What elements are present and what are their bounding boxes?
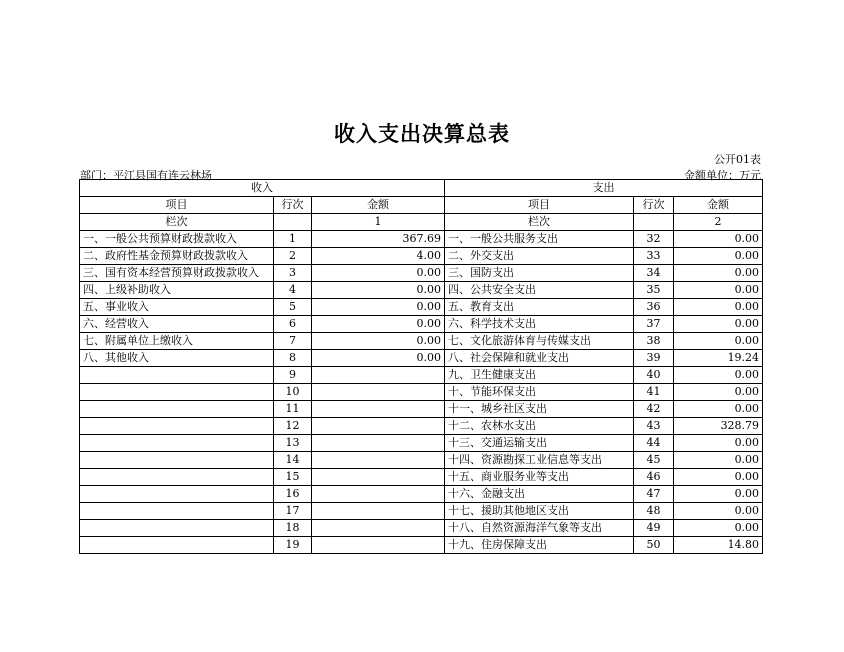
expense-item-cell: 十九、住房保障支出 bbox=[445, 537, 634, 554]
expense-amount-cell: 0.00 bbox=[674, 265, 763, 282]
income-row-no-cell: 19 bbox=[274, 537, 312, 554]
income-item-cell: 五、事业收入 bbox=[80, 299, 274, 316]
table-row bbox=[80, 384, 763, 401]
income-amount-cell bbox=[312, 469, 445, 486]
income-amount-cell: 367.69 bbox=[312, 231, 445, 248]
income-row-no-cell: 14 bbox=[274, 452, 312, 469]
expense-row-no-cell: 39 bbox=[634, 350, 674, 367]
income-row-no-cell: 13 bbox=[274, 435, 312, 452]
income-item-cell bbox=[80, 435, 274, 452]
income-item-cell: 四、上级补助收入 bbox=[80, 282, 274, 299]
expense-amount-cell: 0.00 bbox=[674, 469, 763, 486]
table-row bbox=[80, 299, 763, 316]
income-amount-cell: 0.00 bbox=[312, 350, 445, 367]
expense-amount-cell: 0.00 bbox=[674, 367, 763, 384]
income-amount-cell: 0.00 bbox=[312, 299, 445, 316]
expense-amount-cell: 0.00 bbox=[674, 503, 763, 520]
expense-item-cell: 九、卫生健康支出 bbox=[445, 367, 634, 384]
expense-item-cell: 十四、资源勘探工业信息等支出 bbox=[445, 452, 634, 469]
income-item-cell bbox=[80, 401, 274, 418]
expense-item-cell: 十六、金融支出 bbox=[445, 486, 634, 503]
table-row bbox=[80, 401, 763, 418]
expense-row-no-cell: 34 bbox=[634, 265, 674, 282]
income-amount-cell: 0.00 bbox=[312, 333, 445, 350]
column-index-row bbox=[80, 214, 763, 231]
expense-row-no-cell: 50 bbox=[634, 537, 674, 554]
expense-row-no-cell: 37 bbox=[634, 316, 674, 333]
income-row-no-header: 行次 bbox=[274, 197, 312, 214]
table-row bbox=[80, 452, 763, 469]
income-item-cell: 二、政府性基金预算财政拨款收入 bbox=[80, 248, 274, 265]
income-row-no-cell: 2 bbox=[274, 248, 312, 265]
income-item-cell: 一、一般公共预算财政拨款收入 bbox=[80, 231, 274, 248]
expense-row-no-cell: 42 bbox=[634, 401, 674, 418]
expense-item-cell: 十三、交通运输支出 bbox=[445, 435, 634, 452]
expense-row-no-cell: 33 bbox=[634, 248, 674, 265]
expense-amount-cell: 0.00 bbox=[674, 452, 763, 469]
income-row-no-cell: 10 bbox=[274, 384, 312, 401]
section-header-row bbox=[80, 180, 763, 197]
income-row-no-cell: 17 bbox=[274, 503, 312, 520]
form-number: 公开01表 bbox=[714, 153, 761, 166]
expense-section-header: 支出 bbox=[445, 180, 763, 197]
income-amount-cell bbox=[312, 418, 445, 435]
expense-item-cell: 十七、援助其他地区支出 bbox=[445, 503, 634, 520]
income-column-label: 栏次 bbox=[80, 214, 274, 231]
expense-item-cell: 七、文化旅游体育与传媒支出 bbox=[445, 333, 634, 350]
income-item-cell bbox=[80, 537, 274, 554]
table-body bbox=[80, 180, 763, 554]
income-column-index: 1 bbox=[312, 214, 445, 231]
income-row-no-cell: 11 bbox=[274, 401, 312, 418]
income-row-no-cell: 8 bbox=[274, 350, 312, 367]
table-row bbox=[80, 231, 763, 248]
table-row bbox=[80, 469, 763, 486]
expense-amount-cell: 0.00 bbox=[674, 401, 763, 418]
expense-item-cell: 十八、自然资源海洋气象等支出 bbox=[445, 520, 634, 537]
income-row-no-cell: 16 bbox=[274, 486, 312, 503]
income-amount-header: 金额 bbox=[312, 197, 445, 214]
expense-amount-cell: 0.00 bbox=[674, 435, 763, 452]
expense-item-cell: 六、科学技术支出 bbox=[445, 316, 634, 333]
expense-item-cell: 八、社会保障和就业支出 bbox=[445, 350, 634, 367]
expense-item-cell: 十、节能环保支出 bbox=[445, 384, 634, 401]
income-amount-cell bbox=[312, 503, 445, 520]
expense-row-no-header: 行次 bbox=[634, 197, 674, 214]
income-row-no-cell: 15 bbox=[274, 469, 312, 486]
income-expense-table bbox=[79, 179, 763, 554]
page-title: 收入支出决算总表 bbox=[334, 122, 510, 146]
income-row-no-cell: 12 bbox=[274, 418, 312, 435]
income-amount-cell bbox=[312, 435, 445, 452]
table-row bbox=[80, 520, 763, 537]
expense-item-header: 项目 bbox=[445, 197, 634, 214]
income-item-cell bbox=[80, 503, 274, 520]
expense-row-no-cell: 38 bbox=[634, 333, 674, 350]
table-row bbox=[80, 248, 763, 265]
expense-amount-cell: 0.00 bbox=[674, 316, 763, 333]
expense-amount-cell: 0.00 bbox=[674, 520, 763, 537]
income-amount-cell bbox=[312, 537, 445, 554]
income-row-no-cell: 4 bbox=[274, 282, 312, 299]
expense-amount-cell: 0.00 bbox=[674, 333, 763, 350]
income-item-cell: 八、其他收入 bbox=[80, 350, 274, 367]
income-row-no-cell: 1 bbox=[274, 231, 312, 248]
income-amount-cell: 4.00 bbox=[312, 248, 445, 265]
expense-amount-cell: 19.24 bbox=[674, 350, 763, 367]
income-row-no-cell: 5 bbox=[274, 299, 312, 316]
expense-column-no-blank bbox=[634, 214, 674, 231]
table-row bbox=[80, 503, 763, 520]
income-row-no-cell: 18 bbox=[274, 520, 312, 537]
expense-column-index: 2 bbox=[674, 214, 763, 231]
expense-item-cell: 一、一般公共服务支出 bbox=[445, 231, 634, 248]
income-row-no-cell: 3 bbox=[274, 265, 312, 282]
income-amount-cell: 0.00 bbox=[312, 265, 445, 282]
income-item-header: 项目 bbox=[80, 197, 274, 214]
expense-row-no-cell: 41 bbox=[634, 384, 674, 401]
income-item-cell bbox=[80, 418, 274, 435]
income-amount-cell: 0.00 bbox=[312, 282, 445, 299]
expense-row-no-cell: 48 bbox=[634, 503, 674, 520]
amount-unit-label: 金额单位：万元 bbox=[684, 169, 761, 182]
income-item-cell bbox=[80, 452, 274, 469]
income-item-cell: 七、附属单位上缴收入 bbox=[80, 333, 274, 350]
income-amount-cell bbox=[312, 486, 445, 503]
income-amount-cell bbox=[312, 520, 445, 537]
column-header-row bbox=[80, 197, 763, 214]
expense-amount-cell: 0.00 bbox=[674, 384, 763, 401]
table-row bbox=[80, 367, 763, 384]
expense-item-cell: 十五、商业服务业等支出 bbox=[445, 469, 634, 486]
expense-item-cell: 三、国防支出 bbox=[445, 265, 634, 282]
expense-amount-cell: 0.00 bbox=[674, 231, 763, 248]
expense-row-no-cell: 44 bbox=[634, 435, 674, 452]
expense-amount-cell: 0.00 bbox=[674, 486, 763, 503]
table-row bbox=[80, 537, 763, 554]
table-row bbox=[80, 316, 763, 333]
expense-row-no-cell: 46 bbox=[634, 469, 674, 486]
expense-row-no-cell: 45 bbox=[634, 452, 674, 469]
expense-row-no-cell: 40 bbox=[634, 367, 674, 384]
expense-row-no-cell: 35 bbox=[634, 282, 674, 299]
income-item-cell bbox=[80, 520, 274, 537]
expense-amount-cell: 328.79 bbox=[674, 418, 763, 435]
income-amount-cell bbox=[312, 452, 445, 469]
table-row bbox=[80, 350, 763, 367]
income-item-cell bbox=[80, 486, 274, 503]
table-row bbox=[80, 333, 763, 350]
expense-amount-cell: 14.80 bbox=[674, 537, 763, 554]
expense-row-no-cell: 47 bbox=[634, 486, 674, 503]
income-item-cell: 六、经营收入 bbox=[80, 316, 274, 333]
expense-amount-cell: 0.00 bbox=[674, 248, 763, 265]
expense-item-cell: 五、教育支出 bbox=[445, 299, 634, 316]
income-amount-cell bbox=[312, 367, 445, 384]
income-column-no-blank bbox=[274, 214, 312, 231]
department-label: 部门：平江县国有连云林场 bbox=[80, 169, 212, 182]
income-row-no-cell: 9 bbox=[274, 367, 312, 384]
expense-item-cell: 二、外交支出 bbox=[445, 248, 634, 265]
income-amount-cell bbox=[312, 384, 445, 401]
expense-amount-header: 金额 bbox=[674, 197, 763, 214]
expense-amount-cell: 0.00 bbox=[674, 299, 763, 316]
income-amount-cell: 0.00 bbox=[312, 316, 445, 333]
income-amount-cell bbox=[312, 401, 445, 418]
expense-item-cell: 十二、农林水支出 bbox=[445, 418, 634, 435]
income-row-no-cell: 7 bbox=[274, 333, 312, 350]
table-row bbox=[80, 418, 763, 435]
income-item-cell bbox=[80, 367, 274, 384]
expense-column-label: 栏次 bbox=[445, 214, 634, 231]
income-item-cell bbox=[80, 469, 274, 486]
income-section-header: 收入 bbox=[80, 180, 445, 197]
table-row bbox=[80, 435, 763, 452]
table-row bbox=[80, 282, 763, 299]
expense-row-no-cell: 43 bbox=[634, 418, 674, 435]
expense-item-cell: 十一、城乡社区支出 bbox=[445, 401, 634, 418]
expense-row-no-cell: 49 bbox=[634, 520, 674, 537]
expense-amount-cell: 0.00 bbox=[674, 282, 763, 299]
expense-item-cell: 四、公共安全支出 bbox=[445, 282, 634, 299]
expense-row-no-cell: 32 bbox=[634, 231, 674, 248]
income-item-cell: 三、国有资本经营预算财政拨款收入 bbox=[80, 265, 274, 282]
income-row-no-cell: 6 bbox=[274, 316, 312, 333]
expense-row-no-cell: 36 bbox=[634, 299, 674, 316]
table-row bbox=[80, 265, 763, 282]
table-row bbox=[80, 486, 763, 503]
income-item-cell bbox=[80, 384, 274, 401]
